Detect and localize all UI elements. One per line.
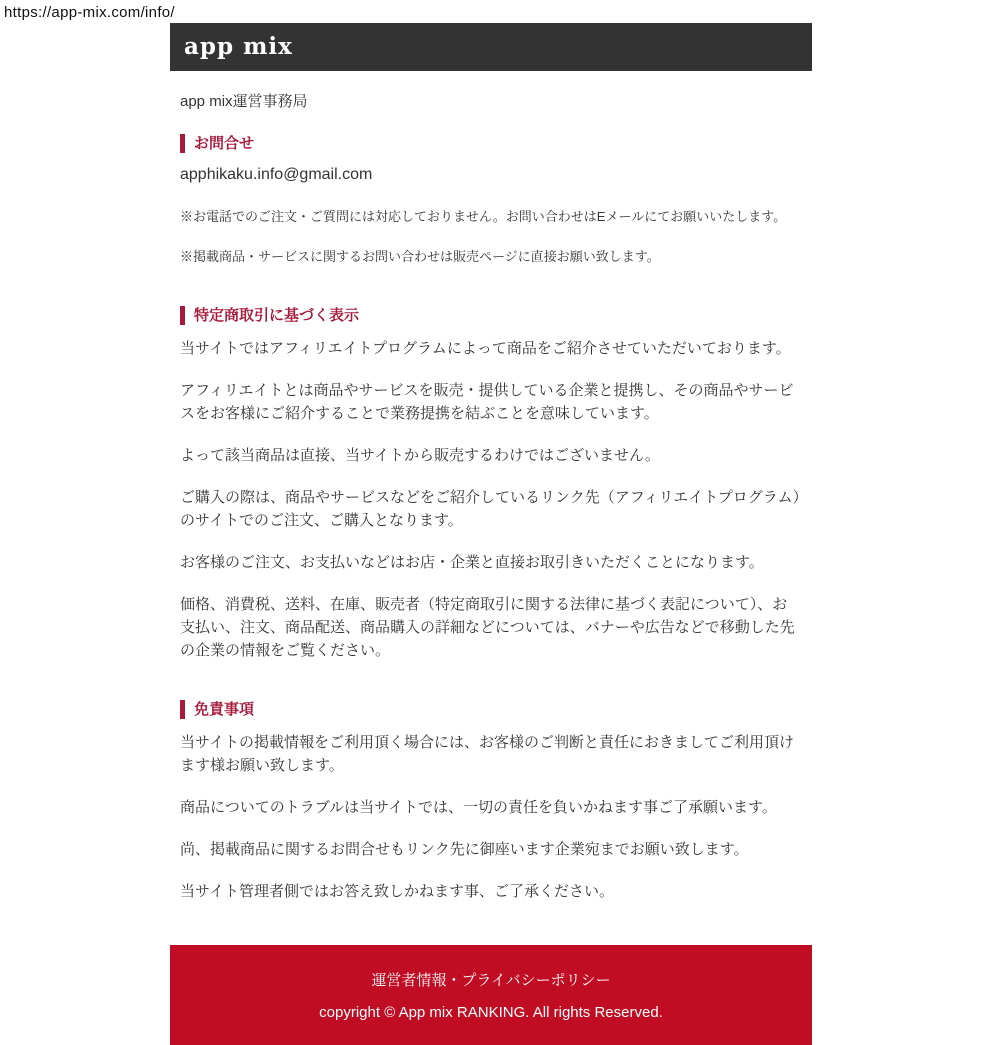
- paragraph: 当サイト管理者側ではお答え致しかねます事、ご了承ください。: [180, 883, 614, 900]
- section-heading-disclaimer: 免責事項: [180, 700, 802, 719]
- paragraph: 当サイトの掲載情報をご利用頂く場合には、お客様のご判断と責任におきましてご利用頂けます様お願い致します。: [180, 734, 794, 774]
- section-contact: [180, 134, 802, 264]
- paragraph: 商品についてのトラブルは当サイトでは、一切の責任を負いかねます事ご了承願います。: [180, 799, 777, 816]
- contact-note-phone: ※お電話でのご注文・ご質問には対応しておりません。お問い合わせはEメールにてお願いいたします。: [180, 209, 787, 224]
- browser-url-text: https://app-mix.com/info/: [4, 4, 175, 21]
- section-heading-contact: お問合せ: [180, 134, 802, 153]
- site-title[interactable]: app mix: [184, 33, 293, 60]
- section-body: [180, 337, 802, 662]
- paragraph: お客様のご注文、お支払いなどはお店・企業と直接お取引きいただくことになります。: [180, 554, 764, 571]
- section-commercial-transactions: [180, 306, 802, 662]
- contact-email: apphikaku.info@gmail.com: [180, 166, 373, 183]
- site-footer: [170, 945, 812, 1045]
- section-body: [180, 731, 802, 903]
- site-header: [170, 23, 812, 71]
- paragraph: 価格、消費税、送料、在庫、販売者（特定商取引に関する法律に基づく表記について）、お支払い、注文、商品配送、商品購入の詳細などについては、バナーや広告などで移動した先の企業の情報をご覧ください。: [180, 596, 795, 659]
- section-disclaimer: [180, 700, 802, 903]
- contact-note-products: ※掲載商品・サービスに関するお問い合わせは販売ページに直接お願い致します。: [180, 249, 660, 264]
- page-column: [170, 23, 812, 1045]
- paragraph: アフィリエイトとは商品やサービスを販売・提供している企業と提携し、その商品やサービスをお客様にご紹介することで業務提携を結ぶことを意味しています。: [180, 382, 794, 422]
- footer-privacy-link[interactable]: 運営者情報・プライバシーポリシー: [371, 972, 611, 989]
- paragraph: ご購入の際は、商品やサービスなどをご紹介しているリンク先（アフィリエイトプログラム）のサイトでのご注文、ご購入となります。: [180, 489, 801, 529]
- operator-line: app mix運営事務局: [180, 93, 308, 110]
- paragraph: よって該当商品は直接、当サイトから販売するわけではございません。: [180, 447, 660, 464]
- paragraph: 尚、掲載商品に関するお問合せもリンク先に御座います企業宛までお願い致します。: [180, 841, 749, 858]
- paragraph: 当サイトではアフィリエイトプログラムによって商品をご紹介させていただいております。: [180, 340, 791, 357]
- main-content: [170, 93, 812, 903]
- copyright-text: copyright © App mix RANKING. All rights Reserved.: [319, 1004, 663, 1021]
- section-heading-commercial-transactions: 特定商取引に基づく表示: [180, 306, 802, 325]
